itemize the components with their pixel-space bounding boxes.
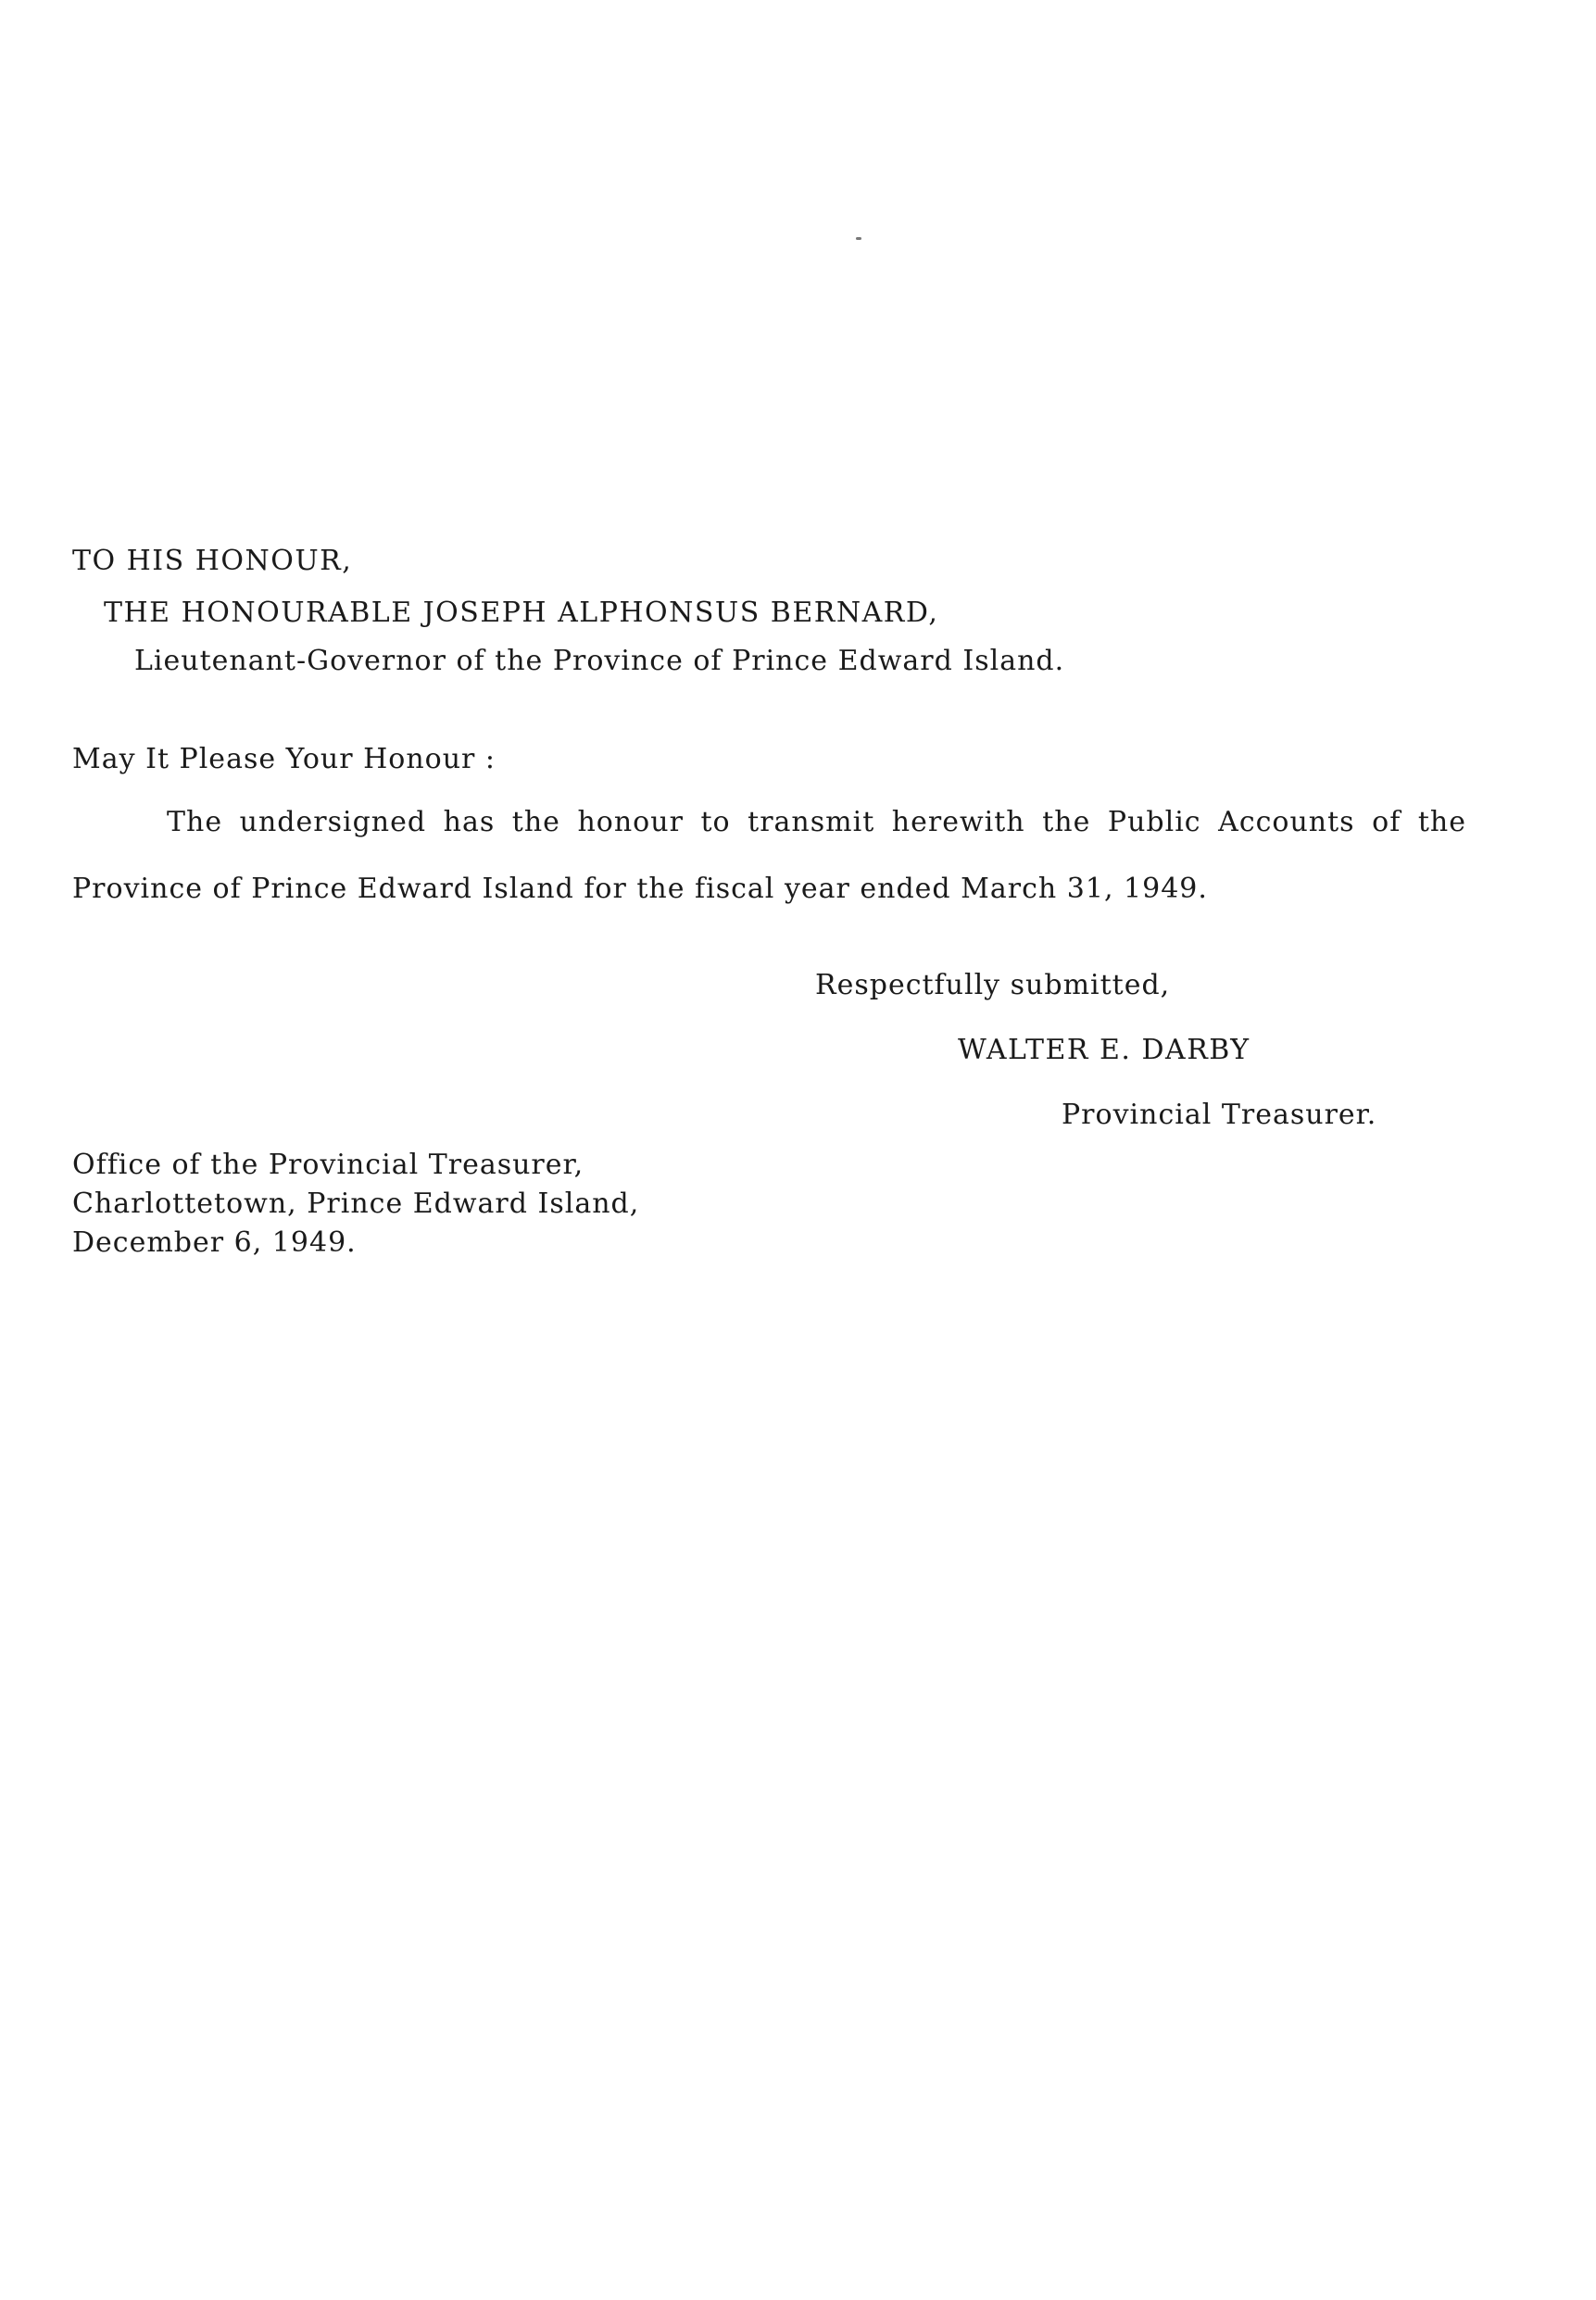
- address-line-office: Lieutenant-Governor of the Province of Prince Edward Island.: [134, 645, 1065, 677]
- sender-date: December 6, 1949.: [72, 1226, 357, 1259]
- signatory-name: WALTER E. DARBY: [958, 1034, 1250, 1066]
- closing-phrase: Respectfully submitted,: [815, 969, 1171, 1001]
- page-speck: [856, 237, 861, 240]
- sender-city: Charlottetown, Prince Edward Island,: [72, 1188, 640, 1220]
- address-line-recipient: TO HIS HONOUR,: [72, 545, 353, 577]
- signatory-title: Provincial Treasurer.: [1062, 1099, 1377, 1131]
- salutation: May It Please Your Honour :: [72, 743, 496, 775]
- address-line-name: THE HONOURABLE JOSEPH ALPHONSUS BERNARD,: [104, 597, 939, 629]
- body-line-2: Province of Prince Edward Island for the fiscal year ended March 31, 1949.: [72, 873, 1208, 905]
- body-line-1: The undersigned has the honour to transmit herewith the Public Accounts of the: [167, 806, 1466, 838]
- sender-office: Office of the Provincial Treasurer,: [72, 1149, 584, 1181]
